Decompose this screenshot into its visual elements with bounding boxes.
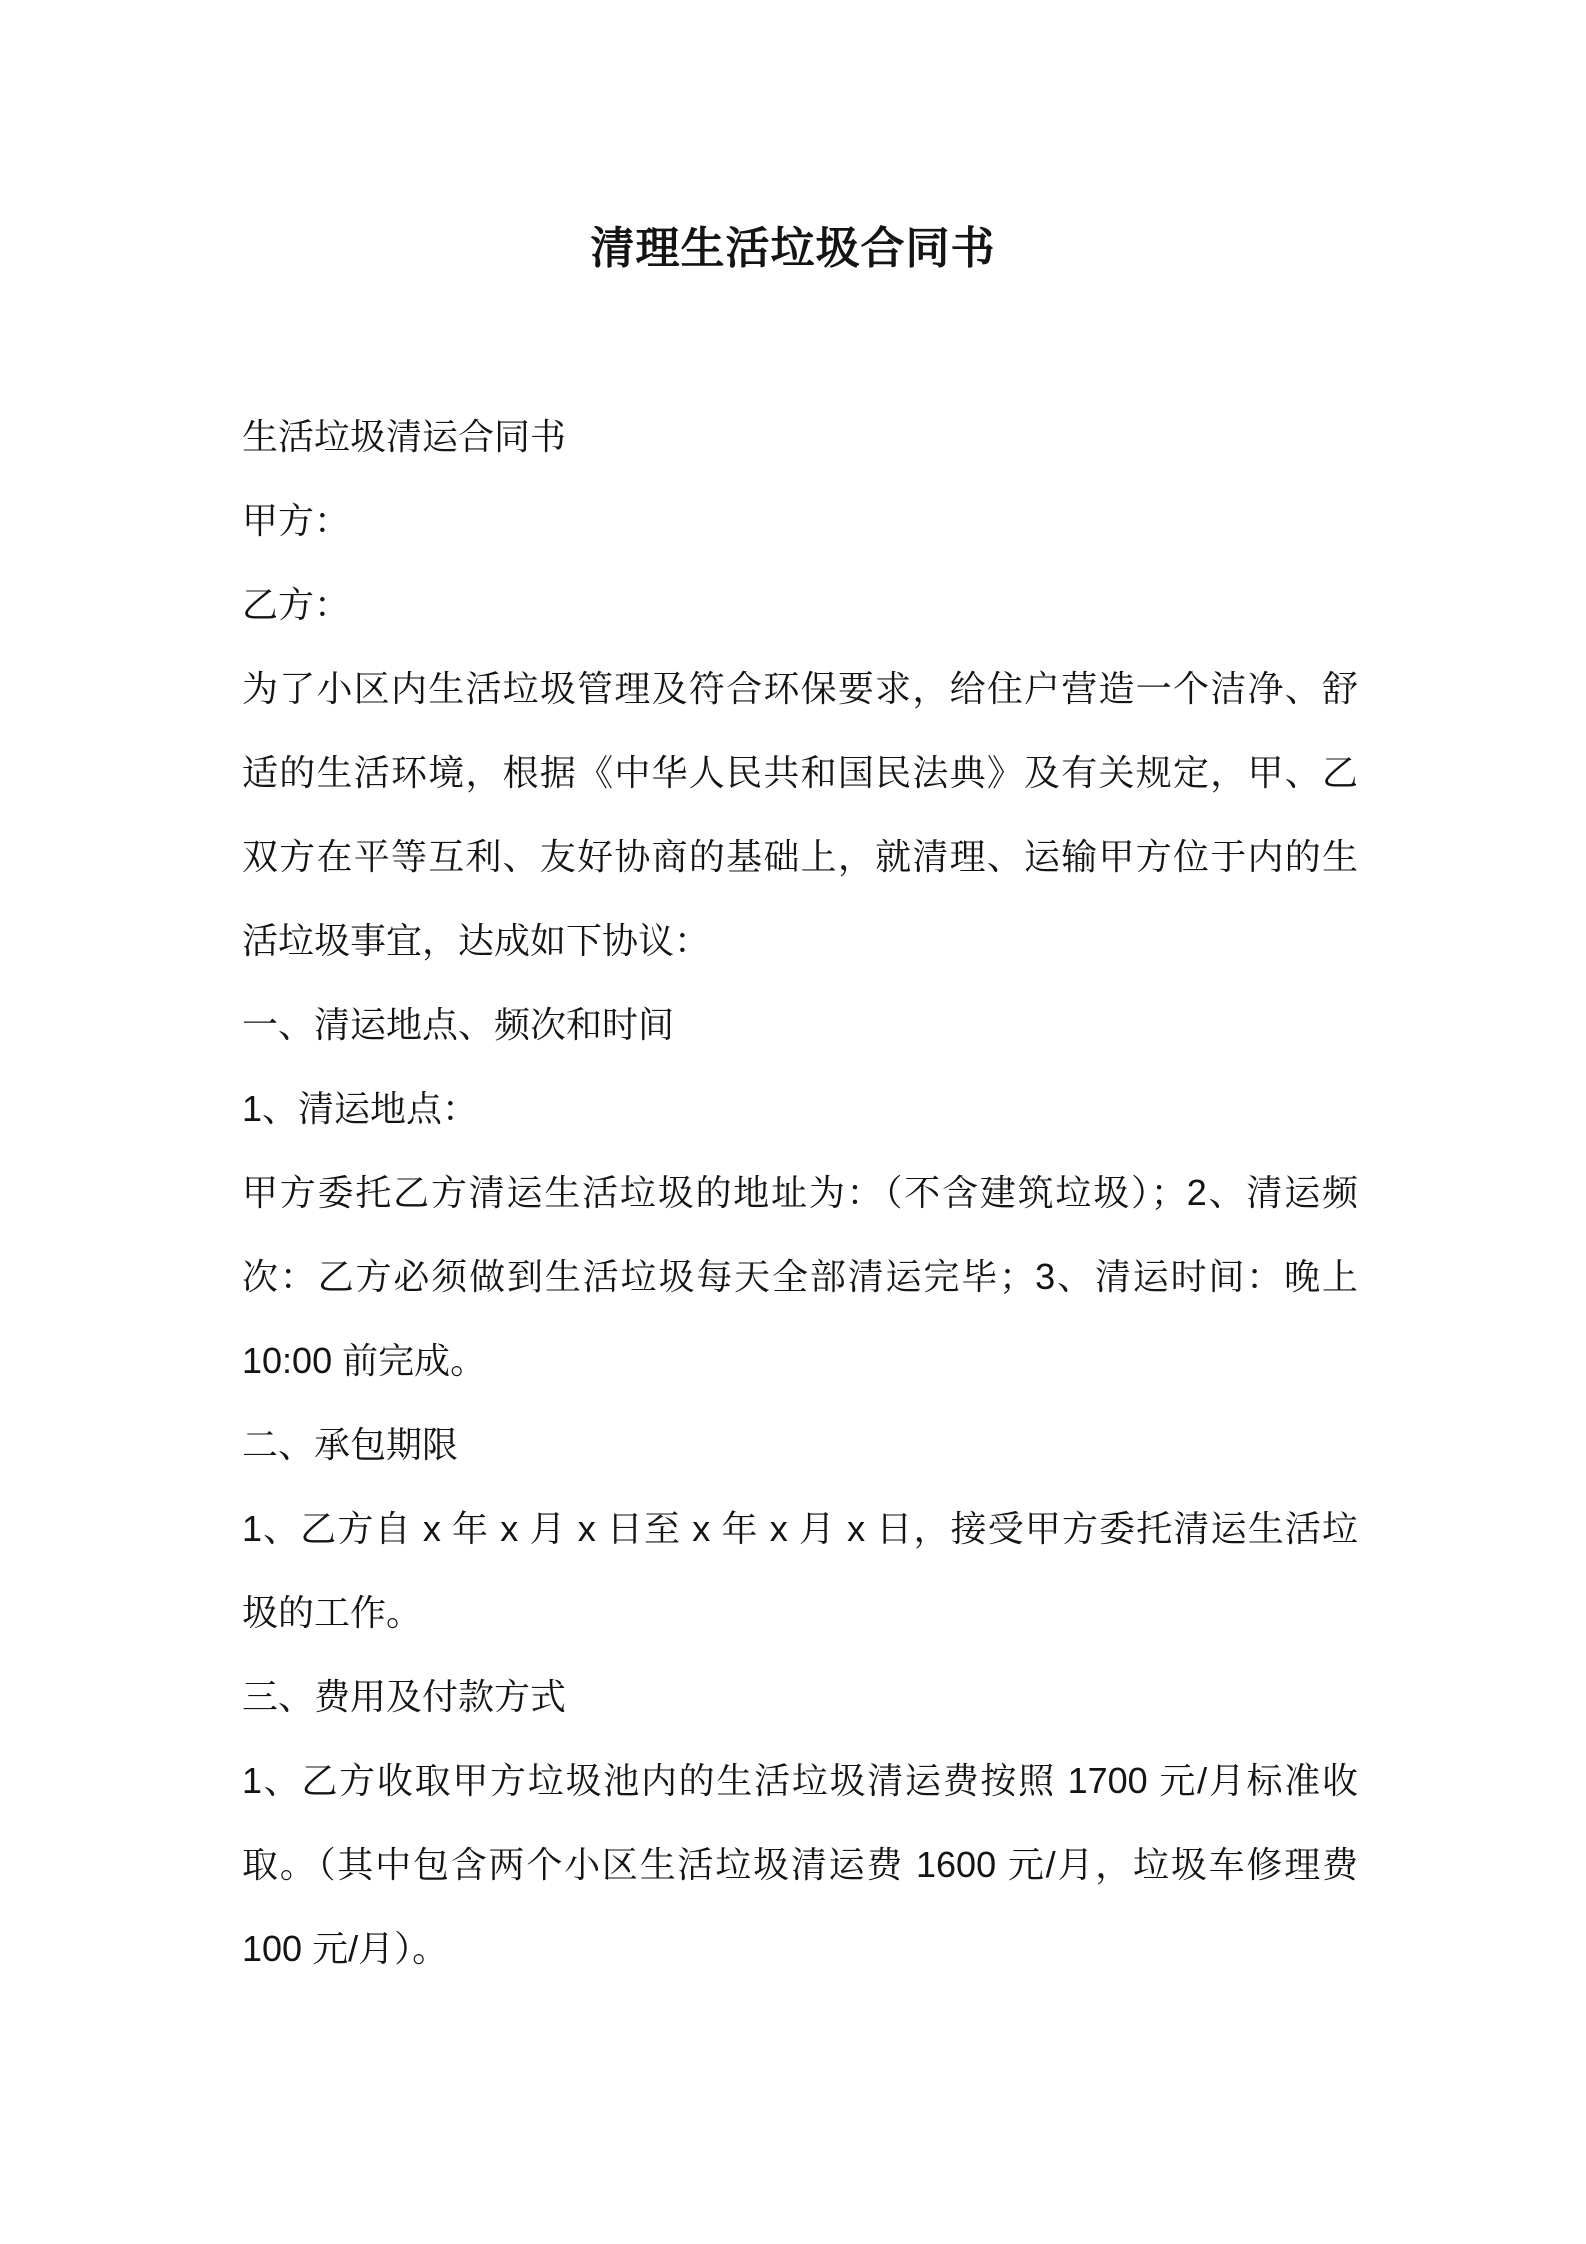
document-title: 清理生活垃圾合同书 [590, 224, 996, 273]
contract-subtitle [242, 395, 1358, 479]
text-line: 二、承包期限 [242, 1424, 459, 1465]
text-line: 1、清运地点： [242, 1088, 479, 1129]
section-heading [242, 1655, 1358, 1739]
party-b-field [242, 563, 1358, 647]
text-line: 适的生活环境，根据《中华人民共和国民法典》及有关规定，甲、乙 [242, 752, 1358, 793]
preamble-paragraph [242, 647, 1358, 983]
text-line: 双方在平等互利、友好协商的基础上，就清理、运输甲方位于内的生 [242, 836, 1358, 877]
section-heading [242, 983, 1358, 1067]
text-line: 100 元/月）。 [242, 1928, 449, 1969]
text-line: 活垃圾事宜，达成如下协议： [242, 920, 711, 961]
text-line: 甲方委托乙方清运生活垃圾的地址为：（不含建筑垃圾）；2、清运频 [242, 1172, 1358, 1213]
text-line: 甲方： [242, 500, 351, 541]
section-heading [242, 1403, 1358, 1487]
document-body [242, 395, 1358, 1991]
clause-heading [242, 1067, 1358, 1151]
clause-paragraph [242, 1739, 1358, 1991]
text-line: 取。（其中包含两个小区生活垃圾清运费 1600 元/月，垃圾车修理费 [242, 1844, 1358, 1885]
text-line: 1、乙方自 x 年 x 月 x 日至 x 年 x 月 x 日，接受甲方委托清运生活垃 [242, 1508, 1358, 1549]
text-line: 乙方： [242, 584, 351, 625]
clause-paragraph [242, 1487, 1358, 1655]
text-line: 10:00 前完成。 [242, 1340, 487, 1381]
text-line: 1、乙方收取甲方垃圾池内的生活垃圾清运费按照 1700 元/月标准收 [242, 1760, 1358, 1801]
text-line: 生活垃圾清运合同书 [242, 416, 567, 457]
text-line: 次：乙方必须做到生活垃圾每天全部清运完毕；3、清运时间：晚上 [242, 1256, 1358, 1297]
text-line: 一、清运地点、频次和时间 [242, 1004, 675, 1045]
text-line: 为了小区内生活垃圾管理及符合环保要求，给住户营造一个洁净、舒 [242, 668, 1358, 709]
clause-paragraph [242, 1151, 1358, 1403]
text-line: 圾的工作。 [242, 1592, 423, 1633]
party-a-field [242, 479, 1358, 563]
text-line: 三、费用及付款方式 [242, 1676, 567, 1717]
